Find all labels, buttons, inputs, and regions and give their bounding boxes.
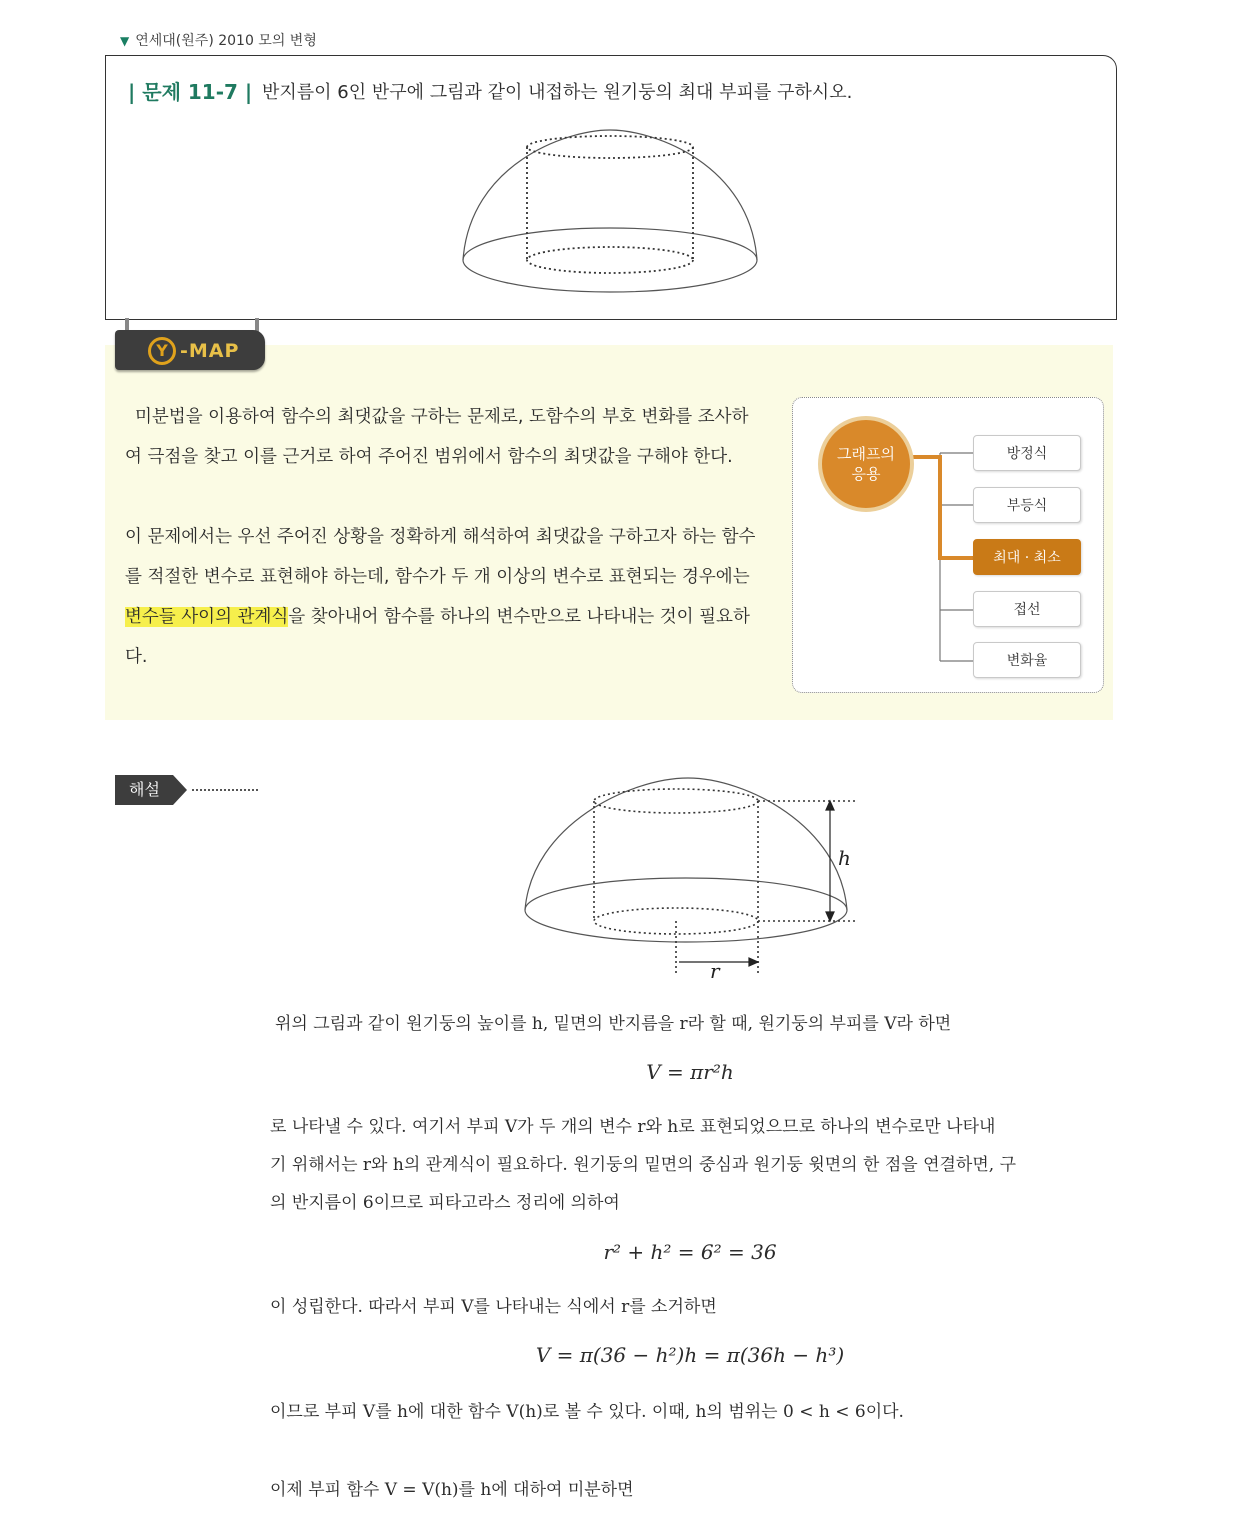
problem-text: 반지름이 6인 반구에 그림과 같이 내접하는 원기둥의 최대 부피를 구하시오. — [262, 82, 853, 103]
hemisphere-base — [463, 228, 757, 292]
ymap-para1-line2: 여 극점을 찾고 이를 근거로 하여 주어진 범위에서 함수의 최댓값을 구해야 한다. — [125, 447, 733, 467]
equation-pythagoras: r² + h² = 6² = 36 — [603, 1240, 777, 1264]
ymap-para2-line2: 를 적절한 변수로 표현해야 하는데, 함수가 두 개 이상의 변수로 표현되는 경우에는 — [125, 567, 750, 587]
cylinder-bottom — [527, 247, 693, 273]
ymap-logo-icon: Y — [148, 337, 176, 365]
ymap-para2-line1: 이 문제에서는 우선 주어진 상황을 정확하게 해석하여 최댓값을 구하고자 하는 함수 — [125, 527, 756, 547]
triangle-icon: ▼ — [120, 34, 130, 48]
hemisphere-base-2 — [525, 878, 847, 942]
ymap-paragraph-1b — [125, 437, 780, 477]
height-label: h — [838, 846, 851, 870]
ymap-para2-line4: 다. — [125, 647, 148, 667]
solution-line-3: 기 위해서는 r와 h의 관계식이 필요하다. 원기둥의 밑면의 중심과 원기둥 윗면의 한 점을 연결하면, 구 — [270, 1155, 1016, 1175]
hemisphere-arc-2 — [525, 778, 847, 910]
ymap-para1-line1: 미분법을 이용하여 함수의 최댓값을 구하는 문제로, 도함수의 부호 변화를 조사하 — [135, 407, 749, 427]
hemisphere-arc — [463, 130, 757, 260]
cylinder-top — [527, 136, 693, 158]
solution-line-2: 로 나타낼 수 있다. 여기서 부피 V가 두 개의 변수 r와 h로 표현되었으므로 하나의 변수로만 나타내 — [270, 1117, 996, 1137]
ymap-paragraph-2 — [125, 517, 780, 677]
solution-line-1: 위의 그림과 같이 원기둥의 높이를 h, 밑면의 반지름을 r라 할 때, 원기둥의 부피를 V라 하면 — [275, 1014, 952, 1034]
mindmap-node-rate-of-change: 변화율 — [973, 642, 1081, 678]
solution-line-6: 이므로 부피 V를 h에 대한 함수 V(h)로 볼 수 있다. 이때, h의 범위는 0 < h < 6이다. — [270, 1402, 904, 1422]
ymap-para2-line3-rest: 을 찾아내어 함수를 하나의 변수만으로 나타내는 것이 필요하 — [288, 607, 750, 627]
radius-label: r — [710, 959, 720, 983]
solution-line-5: 이 성립한다. 따라서 부피 V를 나타내는 식에서 r를 소거하면 — [270, 1297, 717, 1317]
solution-tag: 해설 — [115, 775, 173, 805]
cylinder-top-2 — [594, 789, 758, 813]
hemisphere-solution-figure — [520, 770, 870, 985]
mindmap-node-equation: 방정식 — [973, 435, 1081, 471]
ymap-para2-line3 — [125, 597, 780, 637]
problem-label: | 문제 11-7 | — [128, 80, 253, 104]
ymap-title: -MAP — [180, 340, 240, 362]
mindmap-node-max-min: 최대 · 최소 — [973, 539, 1081, 575]
solution-line-7: 이제 부피 함수 V = V(h)를 h에 대하여 미분하면 — [270, 1480, 634, 1500]
mindmap-center-node: 그래프의 응용 — [818, 416, 914, 512]
equation-volume: V = πr²h — [646, 1060, 734, 1084]
solution-line-4: 의 반지름이 6이므로 피타고라스 정리에 의하여 — [270, 1193, 620, 1213]
source-text: 연세대(원주) 2010 모의 변형 — [135, 33, 317, 49]
highlighted-phrase: 변수들 사이의 관계식 — [125, 607, 289, 627]
source-tag — [120, 30, 317, 50]
mindmap-node-inequality: 부등식 — [973, 487, 1081, 523]
hemisphere-figure — [455, 125, 765, 300]
equation-volume-h: V = π(36 − h²)h = π(36h − h³) — [535, 1343, 845, 1367]
solution-dotted-line — [192, 789, 258, 791]
mindmap-node-tangent: 접선 — [973, 591, 1081, 627]
ymap-paragraph-1 — [135, 397, 790, 437]
